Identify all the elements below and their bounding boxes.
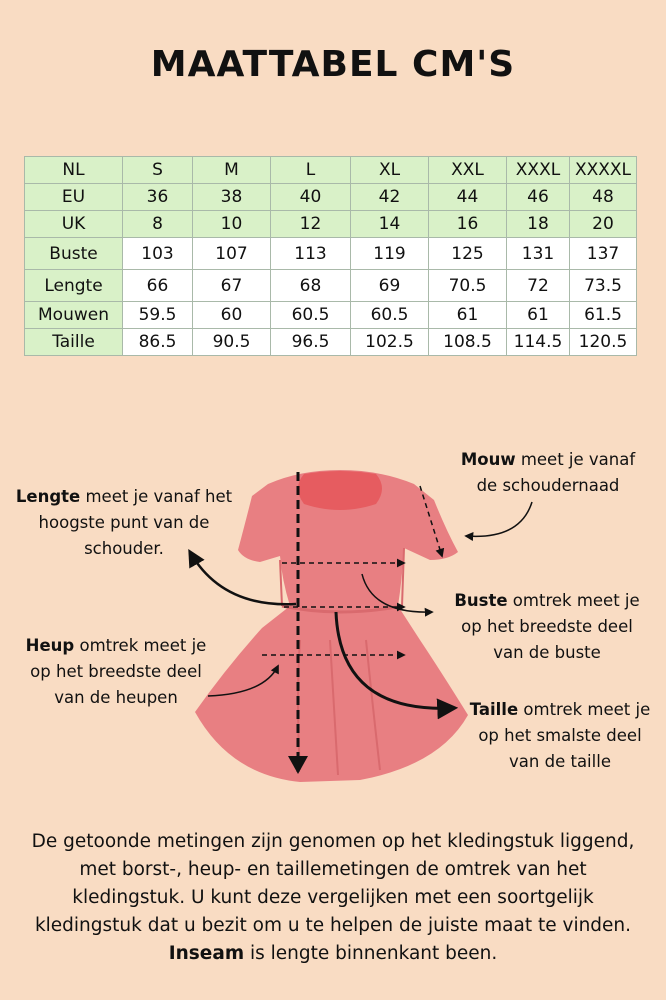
table-row bbox=[25, 302, 637, 329]
buste-text-1: omtrek meet je bbox=[507, 591, 640, 610]
mouw-text-2: de schoudernaad bbox=[476, 476, 620, 495]
table-cell: 114.5 bbox=[507, 329, 570, 356]
table-row bbox=[25, 211, 637, 238]
taille-text-1: omtrek meet je bbox=[518, 700, 651, 719]
table-row-head: Mouwen bbox=[25, 302, 123, 329]
table-row-head: Buste bbox=[25, 238, 123, 270]
buste-text-3: van de buste bbox=[493, 643, 601, 662]
table-cell: 14 bbox=[351, 211, 429, 238]
buste-note bbox=[432, 588, 662, 666]
table-cell: 73.5 bbox=[570, 270, 637, 302]
table-header-cell: S bbox=[123, 157, 193, 184]
table-cell: 69 bbox=[351, 270, 429, 302]
table-header-row bbox=[25, 157, 637, 184]
table-header-cell: NL bbox=[25, 157, 123, 184]
heup-term: Heup bbox=[25, 636, 75, 655]
table-cell: 60.5 bbox=[351, 302, 429, 329]
lengte-text-1: meet je vanaf het bbox=[80, 487, 233, 506]
table-cell: 42 bbox=[351, 184, 429, 211]
taille-text-2: op het smalste deel bbox=[478, 726, 642, 745]
buste-text-2: op het breedste deel bbox=[461, 617, 633, 636]
table-cell: 125 bbox=[429, 238, 507, 270]
footer-term: Inseam bbox=[168, 943, 245, 964]
taille-note bbox=[456, 697, 664, 775]
heup-note bbox=[6, 633, 226, 711]
table-header-cell: XXXXL bbox=[570, 157, 637, 184]
table-row bbox=[25, 238, 637, 270]
lengte-note bbox=[8, 484, 240, 562]
table-cell: 86.5 bbox=[123, 329, 193, 356]
table-header-cell: M bbox=[193, 157, 271, 184]
table-cell: UK bbox=[25, 211, 123, 238]
table-cell: 68 bbox=[271, 270, 351, 302]
table-cell: 60.5 bbox=[271, 302, 351, 329]
table-cell: 16 bbox=[429, 211, 507, 238]
table-cell: 120.5 bbox=[570, 329, 637, 356]
table-header-cell: L bbox=[271, 157, 351, 184]
table-cell: 12 bbox=[271, 211, 351, 238]
table-cell: 137 bbox=[570, 238, 637, 270]
table-cell: 18 bbox=[507, 211, 570, 238]
table-cell: 102.5 bbox=[351, 329, 429, 356]
table-row bbox=[25, 329, 637, 356]
table-cell: EU bbox=[25, 184, 123, 211]
lengte-term: Lengte bbox=[15, 487, 81, 506]
lengte-text-2: hoogste punt van de bbox=[38, 513, 210, 532]
table-cell: 20 bbox=[570, 211, 637, 238]
table-cell: 60 bbox=[193, 302, 271, 329]
table-row-head: Taille bbox=[25, 329, 123, 356]
table-cell: 61 bbox=[507, 302, 570, 329]
table-cell: 72 bbox=[507, 270, 570, 302]
taille-text-3: van de taille bbox=[509, 752, 611, 771]
heup-text-2: op het breedste deel bbox=[30, 662, 202, 681]
heup-text-1: omtrek meet je bbox=[74, 636, 207, 655]
table-cell: 66 bbox=[123, 270, 193, 302]
mouw-term: Mouw bbox=[460, 450, 516, 469]
table-cell: 67 bbox=[193, 270, 271, 302]
table-cell: 108.5 bbox=[429, 329, 507, 356]
table-cell: 70.5 bbox=[429, 270, 507, 302]
table-cell: 107 bbox=[193, 238, 271, 270]
footer-text-end: is lengte binnenkant been. bbox=[244, 943, 498, 964]
buste-term: Buste bbox=[454, 591, 508, 610]
table-cell: 61 bbox=[429, 302, 507, 329]
table-cell: 46 bbox=[507, 184, 570, 211]
table-cell: 44 bbox=[429, 184, 507, 211]
table-cell: 36 bbox=[123, 184, 193, 211]
heup-text-3: van de heupen bbox=[54, 688, 178, 707]
table-cell: 90.5 bbox=[193, 329, 271, 356]
mouw-text-1: meet je vanaf bbox=[515, 450, 636, 469]
table-cell: 10 bbox=[193, 211, 271, 238]
footer-text bbox=[30, 828, 636, 968]
taille-term: Taille bbox=[469, 700, 519, 719]
table-cell: 96.5 bbox=[271, 329, 351, 356]
table-row-head: Lengte bbox=[25, 270, 123, 302]
table-cell: 61.5 bbox=[570, 302, 637, 329]
table-cell: 131 bbox=[507, 238, 570, 270]
table-row bbox=[25, 184, 637, 211]
table-header-cell: XXXL bbox=[507, 157, 570, 184]
mouw-pointer-arrow bbox=[466, 502, 532, 536]
table-cell: 48 bbox=[570, 184, 637, 211]
size-table bbox=[24, 156, 637, 356]
table-cell: 40 bbox=[271, 184, 351, 211]
footer-text-main: De getoonde metingen zijn genomen op het kledingstuk liggend, met borst-, heup- en taillemetingen de omtrek van het kledingstuk. U kunt deze vergelijken met een soortgelijk kledingstuk dat u bezit om u te helpen de juiste maat te vinden. bbox=[31, 831, 635, 936]
table-row bbox=[25, 270, 637, 302]
mouw-note bbox=[438, 447, 658, 499]
table-cell: 38 bbox=[193, 184, 271, 211]
table-cell: 59.5 bbox=[123, 302, 193, 329]
table-cell: 103 bbox=[123, 238, 193, 270]
table-header-cell: XL bbox=[351, 157, 429, 184]
table-cell: 119 bbox=[351, 238, 429, 270]
page-title: MAATTABEL CM'S bbox=[150, 44, 516, 85]
table-cell: 113 bbox=[271, 238, 351, 270]
table-header-cell: XXL bbox=[429, 157, 507, 184]
table-cell: 8 bbox=[123, 211, 193, 238]
lengte-text-3: schouder. bbox=[84, 539, 164, 558]
